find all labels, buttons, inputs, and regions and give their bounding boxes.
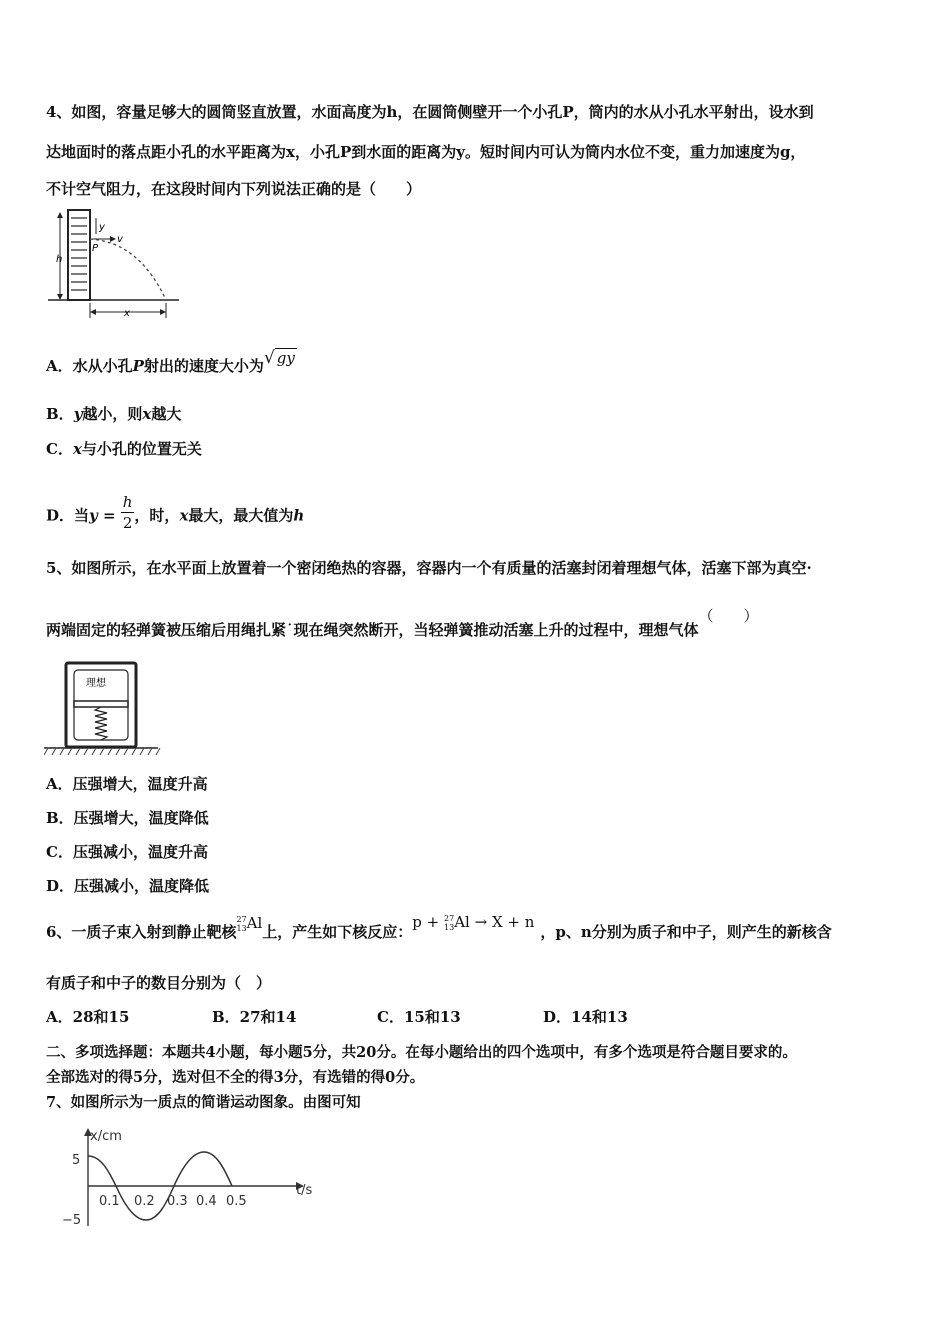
q4-option-a-text: A．水从小孔 — [46, 357, 133, 375]
q6-option-a[interactable]: A．28和15 — [46, 1008, 130, 1026]
al-symbol: Al — [246, 914, 263, 932]
fraction-h-over-2 — [121, 492, 135, 533]
q4-option-b-post: 越大 — [151, 405, 182, 423]
water-trajectory — [90, 239, 166, 300]
sqrt-symbol: √ — [263, 348, 275, 368]
q5-container-figure — [44, 660, 162, 758]
section-2-line-1: 二、多项选择题：本题共4小题，每小题5分，共20分。在每小题给出的四个选项中，有多个选项是符合题目要求的。 — [46, 1044, 797, 1061]
q4-option-d-prefix: D．当 — [46, 506, 90, 525]
label-p: P — [92, 243, 99, 254]
q6-line-1-pre: 6、一质子束入射到静止靶核 — [46, 923, 237, 941]
x-tick: 0.2 — [134, 1194, 155, 1209]
q4-option-b[interactable] — [46, 403, 181, 424]
eq-al-mass: 27 — [444, 914, 455, 923]
al-atomic-number: 13 — [236, 924, 247, 933]
q5-option-d[interactable]: D．压强减小，温度降低 — [46, 877, 210, 895]
fraction-denominator: 2 — [122, 514, 133, 532]
q4-option-d-mid: ，时， — [134, 506, 180, 525]
q5-option-a[interactable]: A．压强增大，温度升高 — [46, 775, 208, 793]
label-y: y — [99, 222, 105, 233]
water-hatching — [71, 218, 87, 290]
q5-option-c[interactable]: C．压强减小，温度升高 — [46, 843, 208, 861]
q4-option-d-x: x — [179, 506, 189, 525]
q5-line-2 — [46, 607, 759, 640]
x-axis-label: t/s — [296, 1183, 313, 1198]
q4-option-b-y: y — [73, 405, 83, 423]
label-v: v — [117, 234, 123, 245]
q4-option-c-prefix: C． — [46, 440, 73, 458]
q6-option-d[interactable]: D．14和13 — [543, 1008, 628, 1026]
label-ideal-gas: 理想 — [86, 678, 106, 689]
q4-option-b-prefix: B． — [46, 405, 74, 423]
q4-option-c[interactable] — [46, 438, 202, 459]
q4-line-2: 达地面时的落点距小孔的水平距离为x，小孔P到水面的距离为y。短时间内可认为筒内水位不变，重力加速度为g， — [46, 143, 806, 161]
q4-line-3: 不计空气阻力，在这段时间内下列说法正确的是（ ） — [46, 180, 422, 198]
q4-option-a-p: P — [132, 357, 144, 375]
y-tick-neg5: −5 — [62, 1213, 82, 1228]
q6-line-1-post: ，p、n分别为质子和中子，则产生的新核含 — [540, 923, 832, 941]
q4-option-a[interactable] — [46, 348, 297, 376]
q4-option-d-y: y — [89, 506, 98, 525]
q4-option-b-mid: 越小，则 — [82, 405, 143, 423]
x-tick: 0.3 — [167, 1194, 188, 1209]
eq-al-atomic: 13 — [444, 923, 455, 932]
x-tick: 0.5 — [226, 1194, 247, 1209]
label-h: h — [56, 254, 63, 265]
sqrt-gy: gy — [276, 349, 295, 367]
x-tick: 0.4 — [196, 1194, 217, 1209]
q4-cylinder-figure — [44, 206, 194, 320]
al-mass-number: 27 — [236, 915, 247, 924]
fraction-numerator: h — [122, 493, 133, 511]
q4-option-d[interactable] — [46, 493, 305, 537]
q4-option-a-text-2: 射出的速度大小为 — [143, 357, 264, 375]
section-2-line-2: 全部选对的得5分，选对但不全的得3分，有选错的得0分。 — [46, 1069, 425, 1086]
q4-line-1: 4、如图，容量足够大的圆筒竖直放置，水面高度为h，在圆筒侧壁开一个小孔P，筒内的水从小孔水平射出，设水到 — [46, 103, 814, 121]
q4-option-b-x: x — [142, 405, 152, 423]
al-nuclide — [236, 914, 262, 933]
q6-option-c[interactable]: C．15和13 — [377, 1008, 461, 1026]
y-tick-5: 5 — [72, 1153, 81, 1168]
q6-line-1-mid: 上，产生如下核反应： — [262, 923, 413, 941]
q6-option-b[interactable]: B．27和14 — [212, 1008, 297, 1026]
label-x: x — [124, 308, 130, 319]
q5-option-b[interactable]: B．压强增大，温度降低 — [46, 809, 209, 827]
cylinder-wall — [68, 210, 90, 300]
q6-line-1 — [46, 913, 832, 942]
x-tick: 0.1 — [99, 1194, 120, 1209]
q4-option-c-post: 与小孔的位置无关 — [81, 440, 202, 458]
q5-answer-paren: （ ） — [698, 607, 759, 625]
q4-option-d-mid2: 最大，最大值为 — [188, 506, 294, 525]
q6-line-2: 有质子和中子的数目分别为（ ） — [46, 974, 272, 992]
eq-products: → X + n — [469, 913, 535, 931]
q4-option-c-x: x — [72, 440, 82, 458]
q5-line-1: 5、如图所示，在水平面上放置着一个密闭绝热的容器，容器内一个有质量的活塞封闭着理想气体，活塞下部为真空· — [46, 559, 812, 577]
q7-shm-graph — [50, 1122, 330, 1234]
piston — [74, 701, 128, 707]
eq-al-symbol: Al — [454, 913, 470, 931]
q5-line-2-text: 两端固定的轻弹簧被压缩后用绳扎紧˙现在绳突然断开，当轻弹簧推动活塞上升的过程中，理想气体 — [46, 621, 699, 639]
eq-proton: p + — [412, 913, 445, 931]
q7-line-1: 7、如图所示为一质点的简谐运动图象。由图可知 — [46, 1094, 361, 1111]
q4-option-d-eq: = — [97, 506, 121, 525]
nuclear-reaction-equation — [412, 913, 534, 932]
y-axis-label: x/cm — [90, 1129, 122, 1144]
q4-option-d-h: h — [293, 506, 305, 525]
